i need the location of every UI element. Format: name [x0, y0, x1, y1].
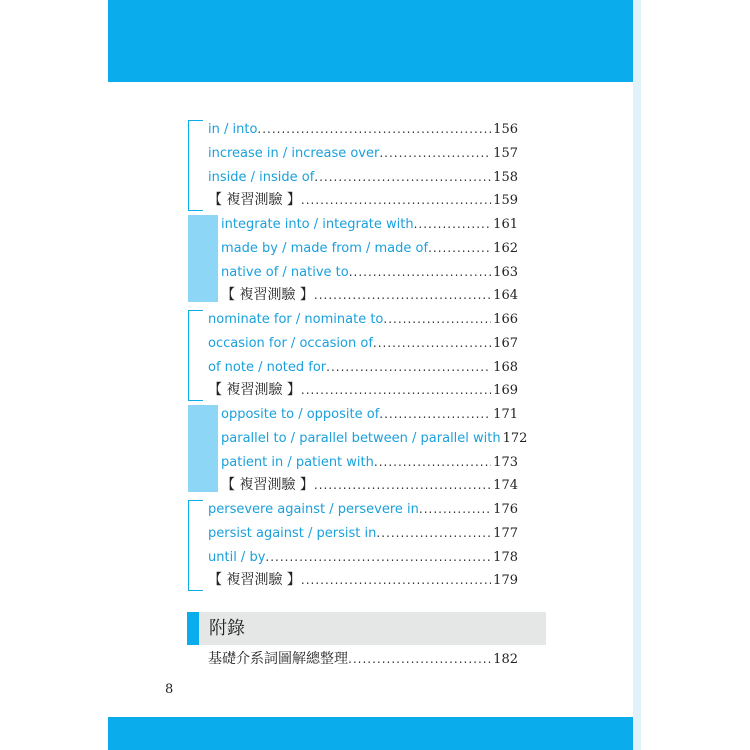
dot-leader [301, 189, 491, 211]
entry-page: 172 [502, 430, 528, 446]
toc-entry[interactable] [221, 237, 518, 259]
entry-title: of note / noted for [208, 359, 327, 375]
footer-band [108, 717, 633, 750]
entry-title: 【 複習測驗 】 [208, 382, 301, 399]
toc-group [188, 308, 548, 403]
entry-title: persevere against / persevere in [208, 502, 419, 517]
toc-entry[interactable] [208, 118, 518, 140]
entry-title: persist against / persist in [208, 525, 377, 541]
toc-entry[interactable] [208, 546, 518, 568]
dot-leader [301, 379, 491, 401]
dot-leader [326, 356, 491, 378]
page-edge [633, 0, 641, 750]
entry-title: increase in / increase over [208, 145, 380, 161]
dot-leader [428, 237, 491, 259]
entry-page: 156 [493, 122, 518, 137]
review-entry[interactable] [208, 569, 518, 591]
review-entry[interactable] [221, 284, 518, 306]
dot-leader [419, 498, 491, 520]
appendix-entry[interactable] [208, 648, 518, 670]
entry-page: 167 [493, 335, 518, 351]
entry-page: 169 [493, 383, 518, 399]
toc-entry[interactable] [208, 356, 518, 378]
toc-entry[interactable] [221, 427, 528, 449]
dot-leader [348, 648, 491, 670]
dot-leader [383, 308, 491, 330]
dot-leader [349, 261, 491, 283]
entry-title: opposite to / opposite of [221, 407, 380, 422]
group-side-bar [188, 405, 218, 492]
entry-page: 157 [493, 145, 518, 161]
dot-leader [414, 213, 492, 235]
toc-entry[interactable] [208, 498, 518, 520]
appendix-accent-bar [187, 612, 199, 645]
entry-title: parallel to / parallel between / parallel with [221, 430, 501, 446]
page-number: 8 [165, 682, 174, 697]
group-bracket [188, 500, 203, 591]
toc-entry[interactable] [208, 522, 518, 544]
dot-leader [379, 142, 491, 164]
entry-page: 162 [493, 240, 518, 256]
entry-page: 171 [493, 407, 518, 422]
entry-title: 基礎介系詞圖解總整理 [208, 651, 348, 667]
entry-page: 166 [493, 312, 518, 327]
entry-title: integrate into / integrate with [221, 217, 414, 232]
review-entry[interactable] [221, 474, 518, 496]
entry-title: inside / inside of [208, 169, 315, 185]
review-entry[interactable] [208, 379, 518, 401]
entry-page: 158 [493, 169, 518, 185]
entry-title: 【 複習測驗 】 [221, 287, 314, 304]
entry-title: in / into [208, 122, 258, 137]
entry-title: nominate for / nominate to [208, 312, 384, 327]
toc-entry[interactable] [208, 142, 518, 164]
entry-page: 176 [493, 502, 518, 517]
toc-group [188, 403, 548, 498]
entry-title: until / by [208, 549, 266, 565]
toc-group [188, 118, 548, 213]
entry-title: 【 複習測驗 】 [208, 572, 301, 589]
group-side-bar [188, 215, 218, 302]
entry-page: 173 [493, 454, 518, 470]
toc-group [188, 498, 548, 593]
toc-entry[interactable] [221, 451, 518, 473]
dot-leader [314, 474, 491, 496]
entry-title: patient in / patient with [221, 454, 374, 470]
header-band [108, 0, 633, 82]
entry-page: 178 [493, 549, 518, 565]
entry-title: occasion for / occasion of [208, 335, 373, 351]
dot-leader [257, 118, 491, 140]
entry-page: 159 [493, 193, 518, 209]
entry-page: 161 [493, 217, 518, 232]
entry-title: 【 複習測驗 】 [208, 192, 301, 209]
dot-leader [376, 522, 491, 544]
toc-entry[interactable] [221, 213, 518, 235]
toc-group [188, 213, 548, 308]
appendix-header [187, 612, 546, 645]
toc-entry[interactable] [221, 261, 518, 283]
entry-page: 182 [493, 652, 518, 667]
toc-entry[interactable] [208, 308, 518, 330]
entry-page: 164 [493, 288, 518, 304]
dot-leader [314, 166, 491, 188]
toc-entry[interactable] [208, 166, 518, 188]
dot-leader [314, 284, 491, 306]
entry-page: 179 [493, 573, 518, 589]
dot-leader [373, 332, 491, 354]
entry-page: 163 [493, 264, 518, 280]
group-bracket [188, 120, 203, 211]
group-bracket [188, 310, 203, 401]
appendix-title: 附錄 [209, 618, 245, 639]
entry-page: 177 [493, 525, 518, 541]
entry-page: 174 [493, 478, 518, 494]
entry-page: 168 [493, 359, 518, 375]
dot-leader [265, 546, 491, 568]
toc-entry[interactable] [221, 403, 518, 425]
entry-title: native of / native to [221, 264, 349, 280]
entry-title: 【 複習測驗 】 [221, 477, 314, 494]
dot-leader [374, 451, 491, 473]
toc-entry[interactable] [208, 332, 518, 354]
review-entry[interactable] [208, 189, 518, 211]
entry-title: made by / made from / made of [221, 240, 429, 256]
dot-leader [379, 403, 491, 425]
dot-leader [301, 569, 491, 591]
